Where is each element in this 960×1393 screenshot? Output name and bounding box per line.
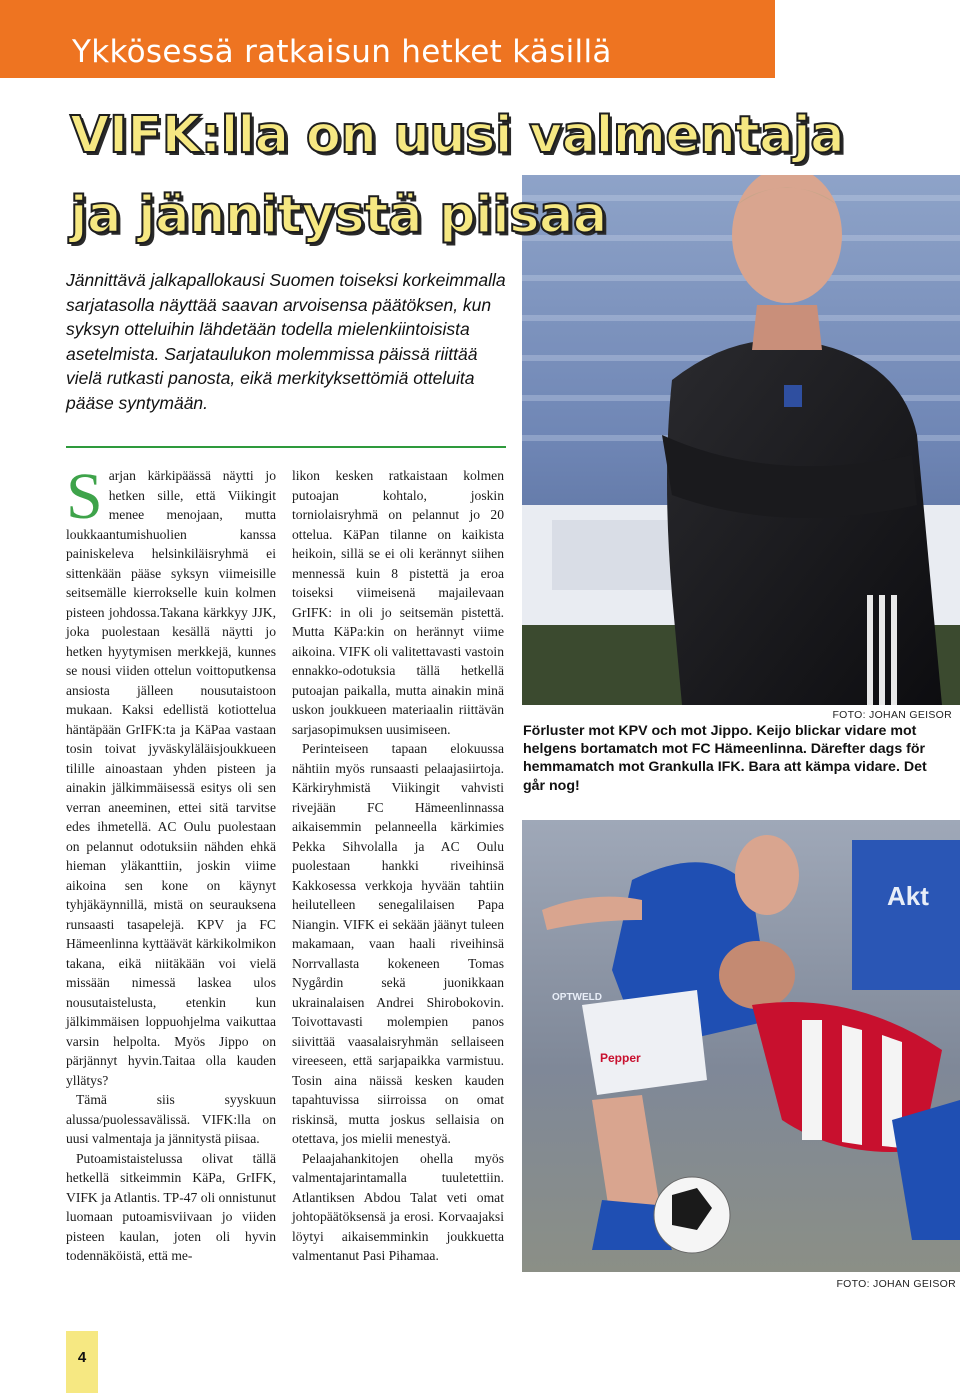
section-banner [0,0,775,78]
page-number: 4 [77,1349,87,1366]
article-paragraph: likon kesken ratkaistaan kolmen putoajan kohtalo, joskin torniolaisryhmä on pelannut jo 20 ottelua. KäPan tilanne on kaikista heikoin, sillä se ei oli kerännyt siihen mennessä kuin 8 pistettä ja eroa toiseksi viimeisenä majailevaan GrIFK: in oli jo seitsemän pistettä. Mutta KäPa:kin on herännyt viime aikoina. VIFK oli valitettavasti vastoin ennakko-odotuksia tällä hetkellä putoajan paikalla, mutta ainakin minä uskon joukkueen materiaalin riittävän sarjasopimuksen uusimiseen. [292,468,504,737]
photo-caption: Förluster mot KPV och mot Jippo. Keijo blickar vidare mot helgens bortamatch mot FC Hämeenlinna. Därefter dags för hemmamatch mot Grankulla IFK. Bara att kämpa vidare. Det går nog! [523,723,927,794]
article-paragraph: Tämä siis syyskuun alussa/puolessavälissä. VIFK:lla on uusi valmentaja ja jännitystä piisaa. [66,1092,276,1146]
lead-paragraph: Jännittävä jalkapallokausi Suomen toiseksi korkeimmalla sarjatasolla näyttää saavan arvoisensa päätöksen, kun syksyn otteluihin lähdetään todella mielenkiintoisista asetelmista. Sarjataulukon molemmissa päissä riittää vielä rutkasti panosta, eikä merkityksettömiä otteluita pääse syntymään. [66,270,506,413]
article-paragraph-text: arjan kärkipäässä näytti jo hetken sille, että Viikingit menee menojaan, mutta loukkaantumishuolien kanssa painiskeleva helsinkiläisryhmä ei sittenkään pääse syksyn viimeisille seitsemälle kierrokselle kuin kolmen pisteen johdossa.Takana kärkkyy JJK, joka puolestaan kesällä näytti jo hetken hyytymisen merkkejä, kunnes se nousi viiden ottelun voittoputkensa ansiosta jälleen nousutaistoon mukaan. Kaksi edellistä kotiottelua häntäpään GrIFK:ta ja KäPaa vastaan tosin toivat jyväskyläläisjoukkueen tilille ainoastaan yhden pisteen ja ainakin jälkimmäisessä esitys oli sen verran aneeminen, ettei sitä tarvitse edes ihmetellä. AC Oulu puolestaan on pelannut odotuksiin nähden ehkä hieman yläkanttiin, joskin viime aikoina sen kone on käynyt tyhjäkäynnillä, mistä on seurauksena runsaasti tasapelejä. KPV ja FC Hämeenlinna kyttäävät kärkikolmikon takana, eikä niitäkään voi vielä missään nimessä laskea ulos nousutaistelusta, etenkin kun jälkimmäisen loppuohjelma vaikuttaa varsin helpolta. Myös Jippo on pärjännyt hyvin.Taitaa olla kauden yllätys? [66,468,276,1088]
article-paragraph: Perinteiseen tapaan elokuussa nähtiin myös runsaasti pelaajasiirtoja. Kärkiryhmistä Viikingit vahvisti rivejään FC Hämeenlinnassa aikaisemmin pelanneella kärkimies Pekka Sihvolalla ja AC Oulu puolestaan hankki riveihinsä Kakkosessa verkkoja hyvään tahtiin heilutelleen senegalilaisen Papa Niangin. VIFK ei sekään jäänyt tuleen makamaan, vaan haali riveihinsä Norrvallasta kokeneen Tomas Nygårdin sekä juonikkaan ukrainalaisen Andrei Shirobokovin. Toivottavasti molempien panos siivittää vaasalaisryhmän sellaiseen vireeseen, että sarjapaikka varmistuu. Tosin aina näissä kesken kauden tapahtuvissa siirroissa on omat riskinsä, mutta joskus sellaisia on otettava, jos mielii menestyä. [292,741,504,1146]
article-column-1 [66,460,276,1266]
article-paragraph: Putoamistaistelussa olivat tällä hetkellä sitkeimmin KäPa, GrIFK, VIFK ja Atlantis. TP-47 oli onnistunut luomaan putoamisviivaan jo viiden pisteen kaulan, joten oli hyvin todennäköistä, että me- [66,1150,276,1263]
match-sponsor-text-3: OPTWELD [552,992,602,1003]
page-number-tab [66,1331,98,1393]
lead-divider [66,446,506,448]
match-sponsor-text-1: Akt [887,881,929,911]
section-title: Ykkösessä ratkaisun hetket käsillä [72,34,612,70]
article-column-2 [292,466,504,1266]
photo-credit-match: FOTO: JOHAN GEISOR [836,1278,956,1290]
drop-cap: S [66,460,103,533]
headline-line-2: ja jännitystä piisaa [70,186,607,245]
match-sponsor-text-2: Pepper [600,1051,641,1065]
article-paragraph: Pelaajahankitojen ohella myös valmentajarintamalla tuuletettiin. Atlantiksen Abdou Talat veti omat johtopäätöksensä ja erosi. Korvaajaksi löytyi aikaisemminkin joukkuetta valmentanut Pasi Pihamaa. [292,1150,504,1263]
headline [70,96,844,256]
photo-credit-coach: FOTO: JOHAN GEISOR [832,709,952,721]
article-paragraph [66,460,276,1090]
headline-line-1: VIFK:lla on uusi valmentaja [70,106,845,165]
match-photo [522,820,960,1272]
